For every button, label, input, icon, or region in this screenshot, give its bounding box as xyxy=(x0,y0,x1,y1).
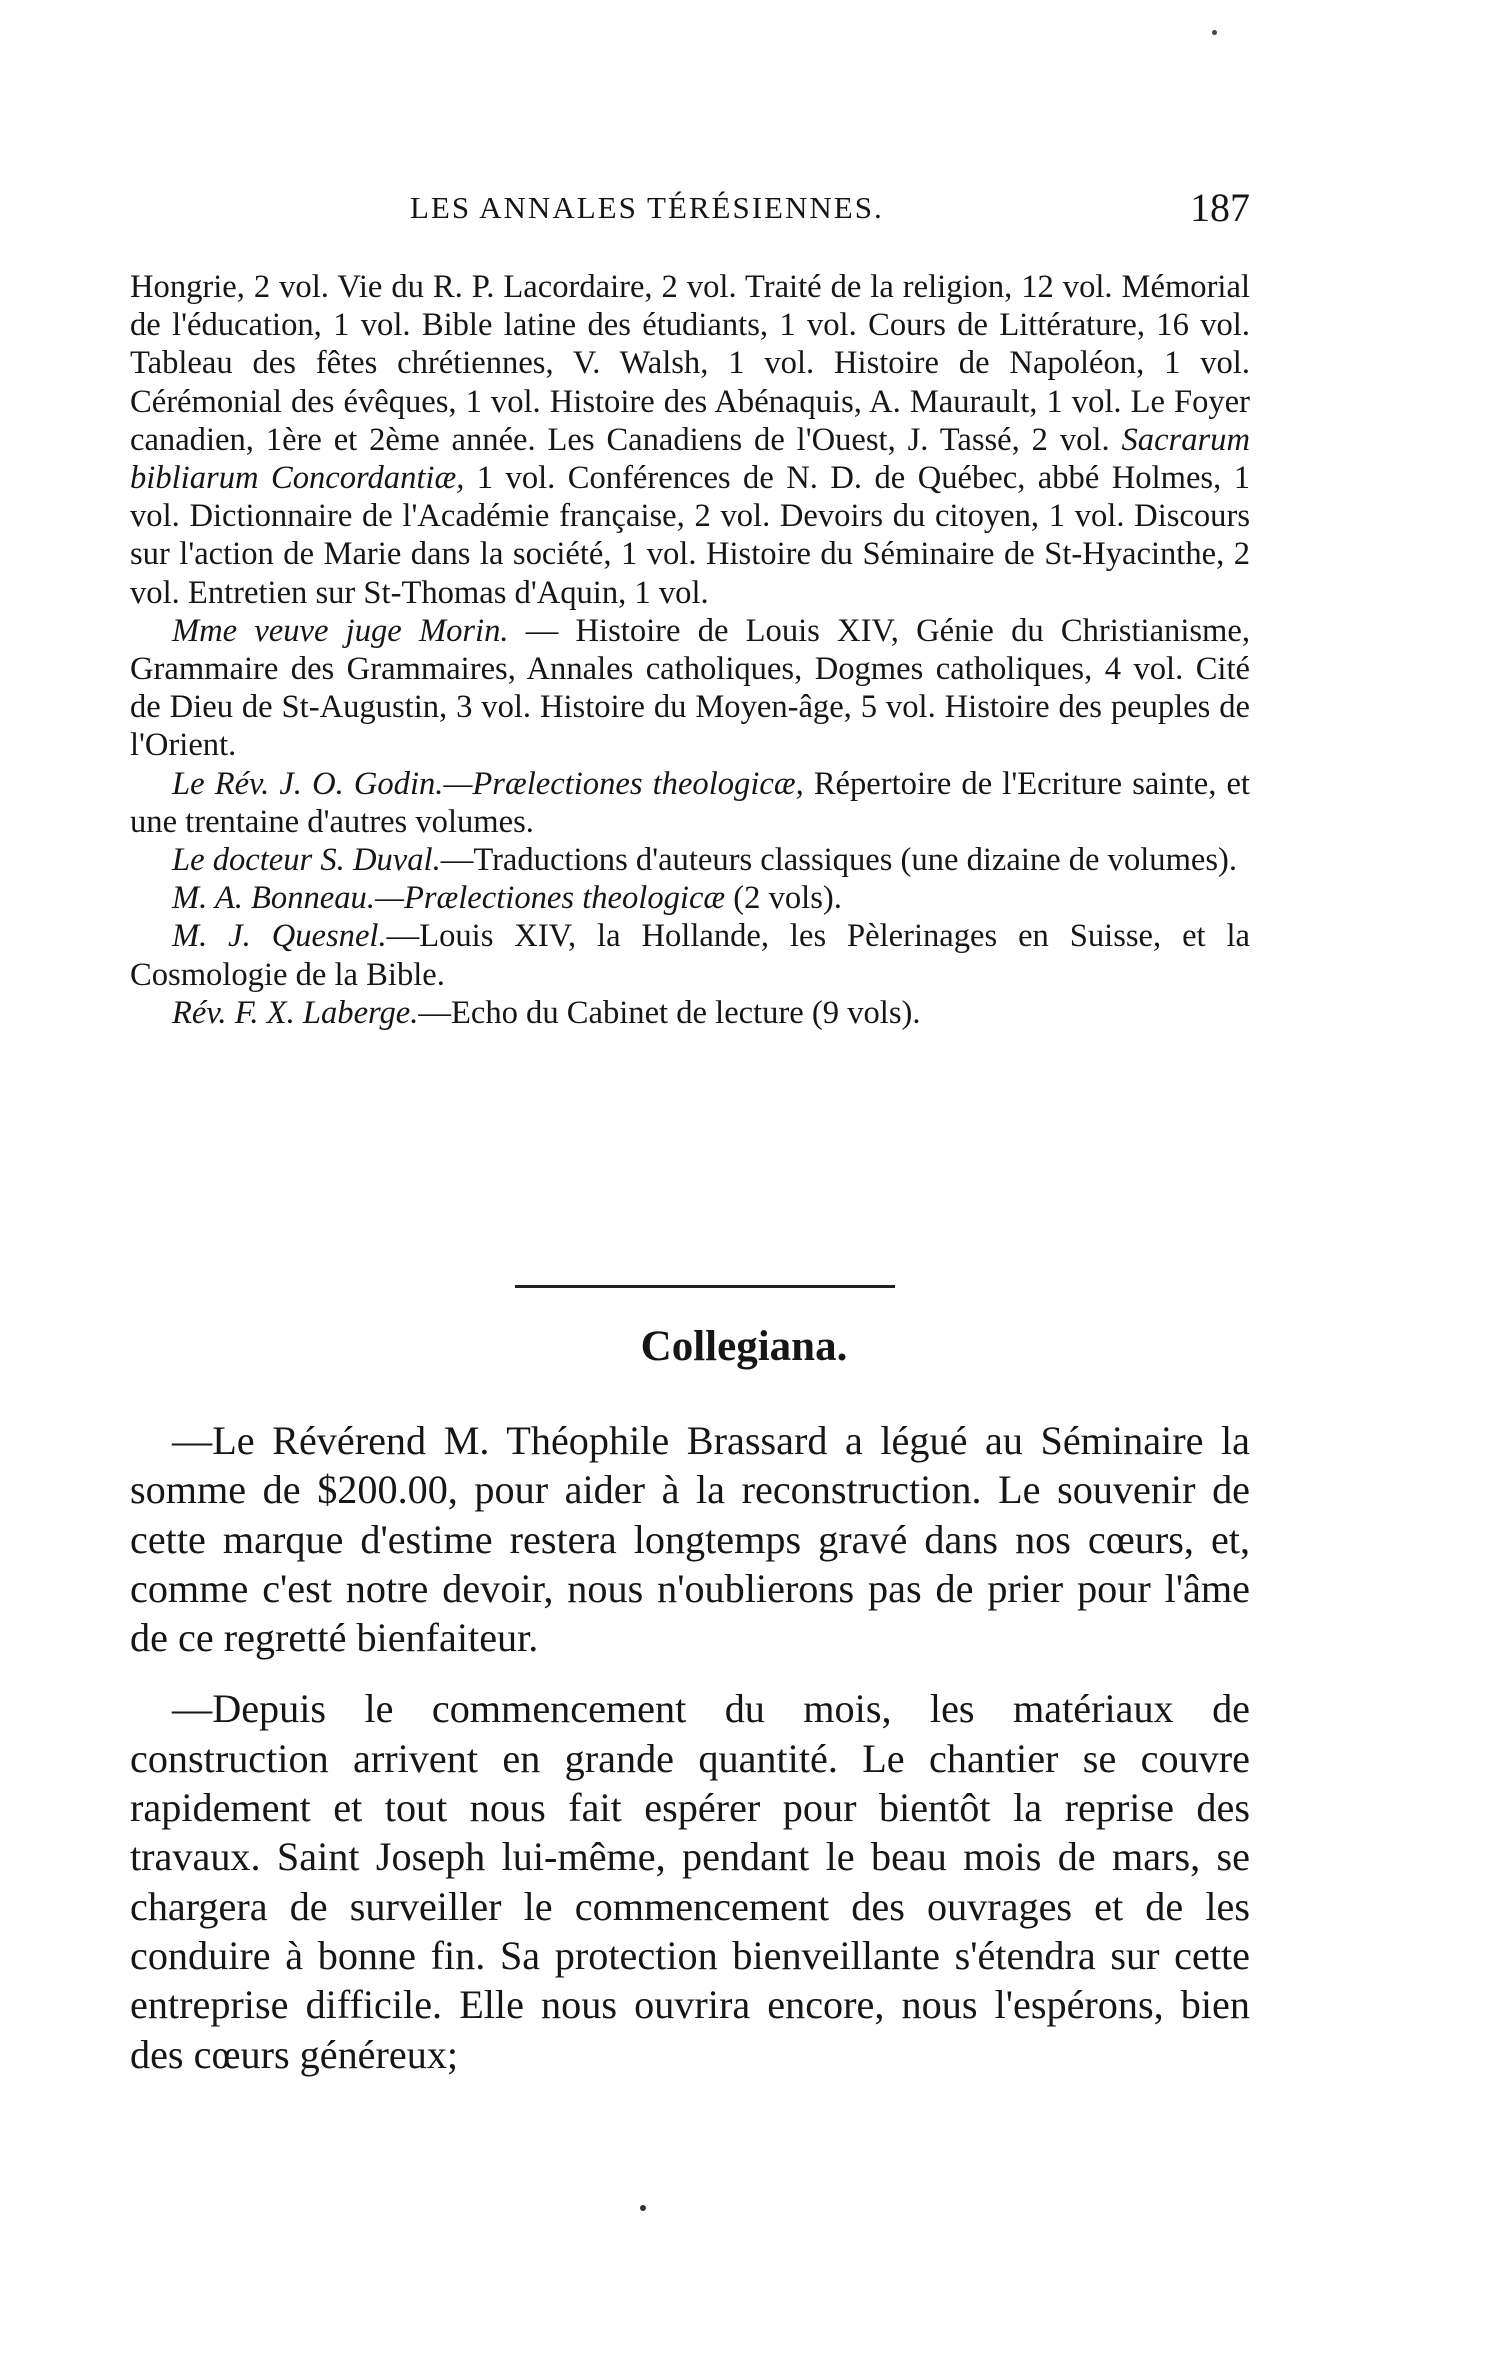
list-continuation-text: Hongrie, 2 vol. Vie du R. P. Lacordaire, 2 vol. Traité de la religion, 12 vol. Mémorial de l'éducation, 1 vol. Bible latine des étudiants, 1 vol. Cours de Littérature, 16 vol. Tableau des fêtes chrétiennes, V. Walsh, 1 vol. Histoire de Napoléon, 1 vol. Cérémonial des évêques, 1 vol. Histoire des Abénaquis, A. Maurault, 1 vol. Le Foyer canadien, 1ère et 2ème année. Les Canadiens de l'Ouest, J. Tassé, 2 vol. xyxy=(130,269,1250,458)
paragraph: —Le Révérend M. Théophile Brassard a légué au Séminaire la somme de $200.00, pour aider à la reconstruction. Le souvenir de cette marque d'estime restera longtemps gravé dans nos cœurs, et, comme c'est notre devoir, nous n'oublierons pas de prier pour l'âme de ce regretté bienfaiteur. xyxy=(130,1418,1250,1661)
entry-text: — Histoire de Louis XIV, Génie du Christianisme, Grammaire des Grammaires, Annales catholiques, Dogmes catholiques, 4 vol. Cité de Dieu de St-Augustin, 3 vol. Histoire du Moyen-âge, 5 vol. Histoire des peuples de l'Orient. xyxy=(130,612,1250,764)
entry-title: —Prælectiones theologicæ, xyxy=(443,765,804,802)
list-entry xyxy=(130,765,1250,841)
list-continuation-italic: Sacrarum bibliarum Concordantiæ, xyxy=(130,421,1250,497)
entry-text: Répertoire de l'Ecriture sainte, et une trentaine d'autres volumes. xyxy=(130,765,1250,840)
ink-speck xyxy=(640,2205,646,2211)
list-entry xyxy=(130,879,1250,917)
entry-text: —Louis XIV, la Hollande, les Pèlerinages en Suisse, et la Cosmologie de la Bible. xyxy=(130,918,1250,993)
section-title: Collegiana. xyxy=(640,1323,848,1370)
running-title: LES ANNALES TÉRÉSIENNES. xyxy=(410,190,884,225)
entry-title: —Prælectiones theologicæ xyxy=(374,880,726,917)
donor-name: Mme veuve juge Morin. xyxy=(172,612,509,649)
donor-name: M. J. Quesnel. xyxy=(172,918,387,955)
donor-name: Le Rév. J. O. Godin. xyxy=(172,765,444,802)
list-continuation xyxy=(130,268,1250,612)
page-number: 187 xyxy=(1190,185,1250,230)
donor-name: Le docteur S. Duval. xyxy=(172,842,441,879)
list-entry xyxy=(130,917,1250,993)
page-header xyxy=(130,185,1250,250)
donor-name: Rév. F. X. Laberge. xyxy=(172,994,419,1031)
section-divider xyxy=(515,1285,895,1288)
list-entry xyxy=(130,612,1250,765)
ink-speck xyxy=(1212,30,1217,35)
entry-text: (2 vols). xyxy=(725,880,842,917)
section-body xyxy=(130,1416,1250,2079)
donation-list xyxy=(130,268,1250,1032)
list-entry xyxy=(130,994,1250,1032)
donor-name: M. A. Bonneau. xyxy=(172,880,375,917)
paragraph: —Depuis le commencement du mois, les matériaux de construction arrivent en grande quantité. Le chantier se couvre rapidement et tout nous fait espérer pour bientôt la reprise des travaux. Saint Joseph lui-même, pendant le beau mois de mars, se chargera de surveiller le commencement des ouvrages et de les conduire à bonne fin. Sa protection bienveillante s'étendra sur cette entreprise difficile. Elle nous ouvrira encore, nous l'espérons, bien des cœurs généreux; xyxy=(130,1686,1250,2077)
list-entry xyxy=(130,841,1250,879)
list-continuation-tail: 1 vol. Conférences de N. D. de Québec, abbé Holmes, 1 vol. Dictionnaire de l'Académie française, 2 vol. Devoirs du citoyen, 1 vol. Discours sur l'action de Marie dans la société, 1 vol. Histoire du Séminaire de St-Hyacinthe, 2 vol. Entretien sur St-Thomas d'Aquin, 1 vol. xyxy=(130,460,1250,611)
entry-text: —Traductions d'auteurs classiques (une dizaine de volumes). xyxy=(440,842,1238,879)
entry-text: —Echo du Cabinet de lecture (9 vols). xyxy=(418,994,921,1031)
